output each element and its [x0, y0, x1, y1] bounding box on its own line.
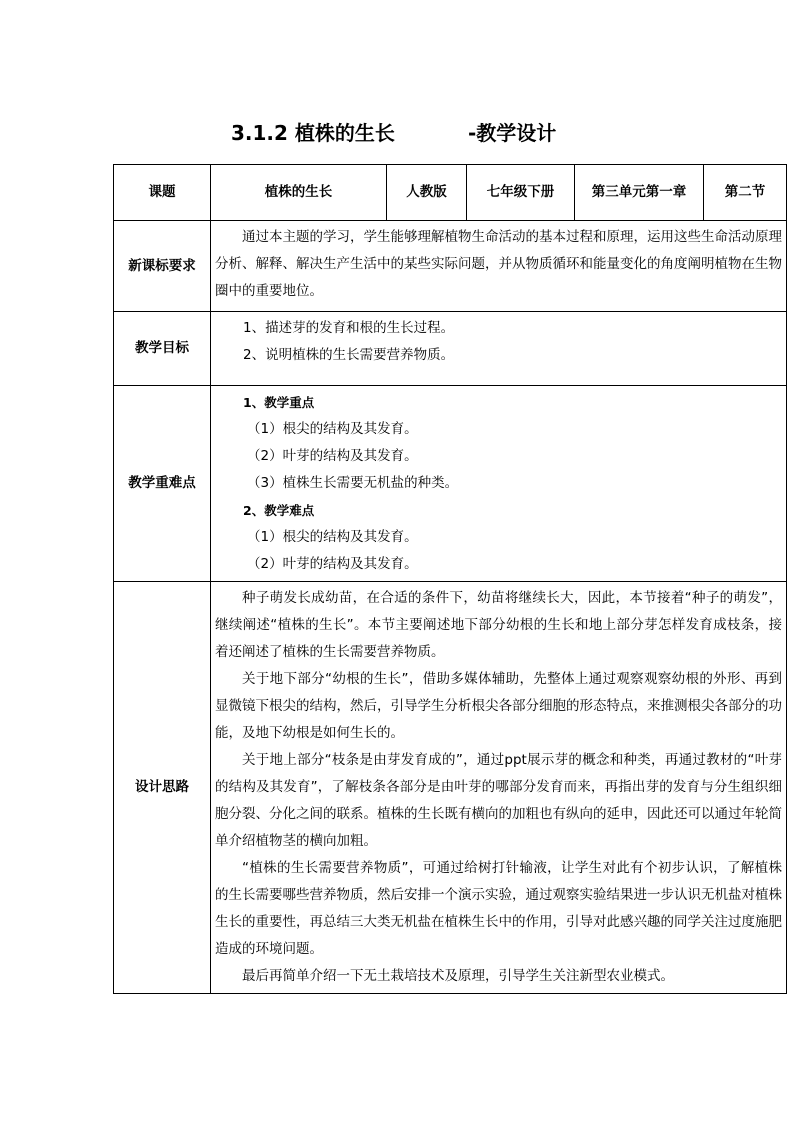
design-paragraph: “植株的生长需要营养物质”，可通过给树打针输液，让学生对此有个初步认识，了解植株的生长需要哪些营养物质，然后安排一个演示实验，通过观察实验结果进一步认识无机盐对植株生长的重要性，再总结三大类无机盐在植株生长中的作用，引导对此感兴趣的同学关注过度施肥造成的环境问题。 — [215, 860, 782, 957]
focus-item: （2）叶芽的结构及其发育。 — [247, 448, 418, 464]
standards-cell — [211, 221, 787, 312]
course-name: 植株的生长 — [211, 165, 387, 221]
standards-row — [114, 221, 787, 312]
objectives-row — [114, 312, 787, 386]
objective-item: 2、说明植株的生长需要营养物质。 — [243, 347, 455, 363]
key-points-cell — [211, 386, 787, 582]
grade: 七年级下册 — [467, 165, 575, 221]
section: 第二节 — [704, 165, 787, 221]
objectives-cell — [211, 312, 787, 386]
difficulty-item: （1）根尖的结构及其发育。 — [247, 529, 418, 545]
title-suffix: -教学设计 — [468, 121, 557, 145]
design-paragraph: 关于地上部分“枝条是由芽发育成的”，通过ppt展示芽的概念和种类，再通过教材的“叶芽的结构及其发育”，了解枝条各部分是由叶芽的哪部分发育而来，再指出芽的发育与分生组织细胞分裂、分化之间的联系。植株的生长既有横向的加粗也有纵向的延申，因此还可以通过年轮简单介绍植物茎的横向加粗。 — [215, 752, 782, 849]
design-row — [114, 582, 787, 994]
focus-title: 1、教学重点 — [243, 395, 315, 410]
difficulty-item: （2）叶芽的结构及其发育。 — [247, 556, 418, 572]
design-paragraph: 最后再简单介绍一下无土栽培技术及原理，引导学生关注新型农业模式。 — [242, 968, 674, 984]
design-label: 设计思路 — [114, 582, 211, 994]
standards-label: 新课标要求 — [114, 221, 211, 312]
design-paragraph: 种子萌发长成幼苗，在合适的条件下，幼苗将继续长大，因此，本节接着“种子的萌发”，继续阐述“植株的生长”。本节主要阐述地下部分幼根的生长和地上部分芽怎样发育成枝条，接着还阐述了植株的生长需要营养物质。 — [215, 590, 782, 660]
standards-text: 通过本主题的学习，学生能够理解植物生命活动的基本过程和原理，运用这些生命活动原理分析、解释、解决生产生活中的某些实际问题，并从物质循环和能量变化的角度阐明植物在生物圈中的重要地位。 — [215, 229, 782, 299]
unit: 第三单元第一章 — [575, 165, 704, 221]
design-paragraph: 关于地下部分“幼根的生长”，借助多媒体辅助，先整体上通过观察观察幼根的外形、再到显微镜下根尖的结构，然后，引导学生分析根尖各部分细胞的形态特点，来推测根尖各部分的功能，及地下幼根是如何生长的。 — [215, 671, 782, 741]
design-cell — [211, 582, 787, 994]
objective-item: 1、描述芽的发育和根的生长过程。 — [243, 320, 455, 336]
key-points-row — [114, 386, 787, 582]
header-row — [114, 165, 787, 221]
focus-item: （3）植株生长需要无机盐的种类。 — [247, 475, 459, 491]
course-label: 课题 — [114, 165, 211, 221]
lesson-plan-table — [113, 164, 787, 994]
difficulty-title: 2、教学难点 — [243, 503, 315, 518]
focus-item: （1）根尖的结构及其发育。 — [247, 421, 418, 437]
key-points-label: 教学重难点 — [114, 386, 211, 582]
objectives-label: 教学目标 — [114, 312, 211, 386]
title-main: 3.1.2 植株的生长 — [231, 121, 395, 145]
edition: 人教版 — [387, 165, 467, 221]
document-title — [0, 117, 794, 147]
